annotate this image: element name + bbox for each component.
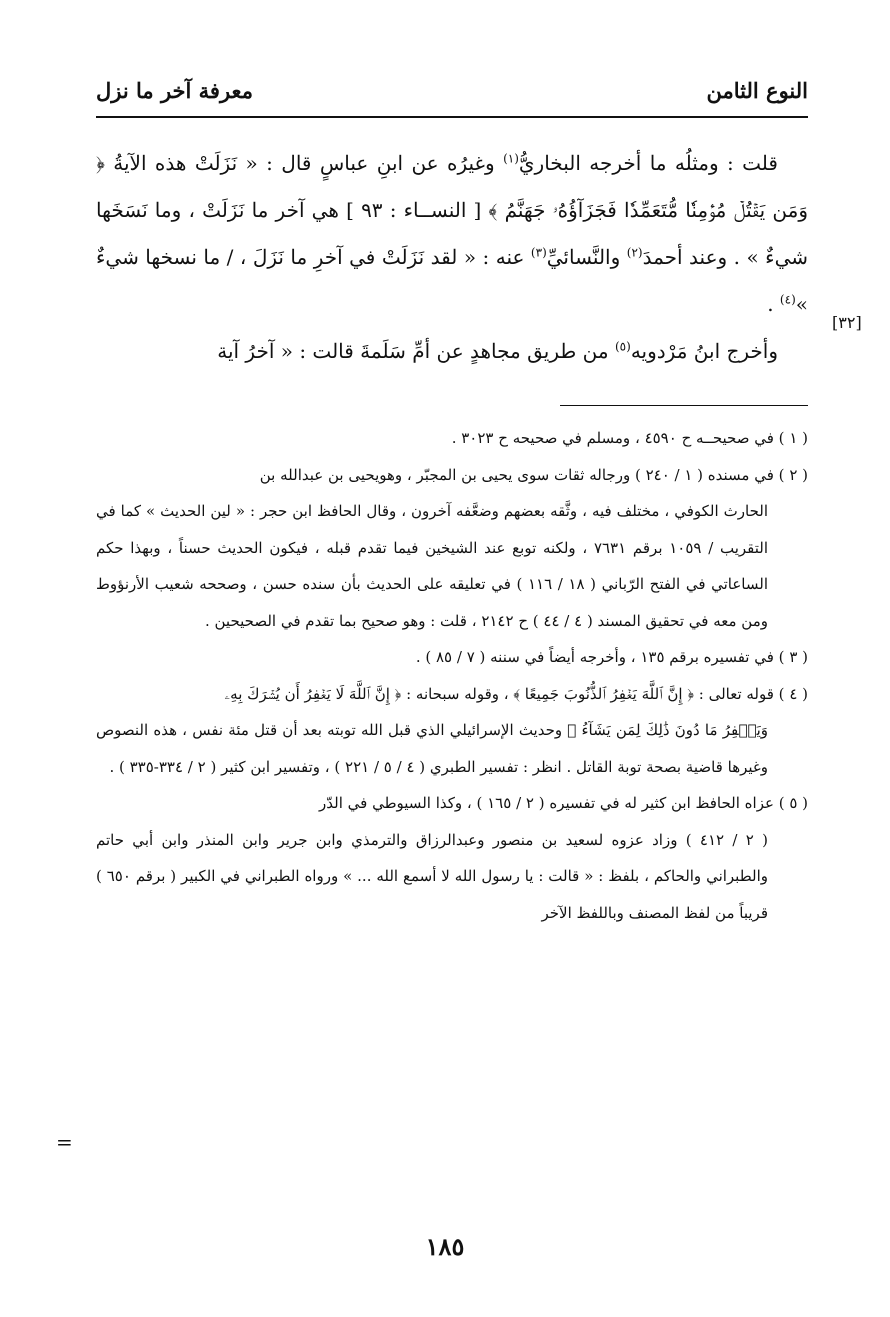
continuation-mark: = (56, 1130, 73, 1154)
footnote-ref-3: (٣) (530, 245, 547, 260)
chapter-title: النوع الثامن (706, 78, 808, 103)
footnotes (96, 420, 808, 931)
paragraph-1: قلت : ومثلُه ما أخرجه البخاريُّ$^{(١)}$ وغيرُه عن ابنِ عباسٍ قال : « نَزَلَتْ هذه الآيةُ ﴿ وَمَن يَقۡتُلۡ مُؤۡمِنٗا مُّتَعَمِّدٗا فَجَزَآؤُهُۥ جَهَنَّمُ ﴾ [ النســاء : ٩٣ ] هي آخر ما نَزَلَتْ ، وما نَسَخَها شيءٌ » . وعند أحمدَ$^{(٢)}$ والنَّسائيِّ$^{(٣)}$ عنه : « لقد نَزَلَتْ في آخرِ ما نَزَلَ ، / ما نسخها شيءٌ »$^{(٤)}$ . (96, 151, 809, 316)
footnote-ref-2: (٢) (626, 245, 643, 260)
quran-verse: ﴿ وَمَن يَقۡتُلۡ مُؤۡمِنٗا مُّتَعَمِّدٗا فَجَزَآؤُهُۥ جَهَنَّمُ ﴾ (96, 151, 809, 222)
footnote-5: ( ٥ ) عزاه الحافظ ابن كثير له في تفسيره ( ٢ / ١٦٥ ) ، وكذا السيوطي في الدّر ( ٢ / ٤١٢ ) وزاد عزوه لسعيد بن منصور وعبدالرزاق والترمذي وابن جرير وابن المنذر وابن أبي حاتم والطبراني والحاكم ، بلفظ : « قالت : يا رسول الله لا أسمع الله ... » ورواه الطبراني في الكبير ( برقم ٦٥٠ ) قريباً من لفظ المصنف وباللفظ الآخر (96, 794, 808, 922)
footnote-ref-1: (١) (503, 151, 519, 166)
footnote-separator (560, 405, 808, 406)
running-header (96, 74, 808, 114)
header-rule (96, 116, 808, 118)
section-title: معرفة آخر ما نزل (96, 78, 253, 103)
page-number: ١٨٥ (425, 1232, 465, 1261)
footnote-3: ( ٣ ) في تفسيره برقم ١٣٥ ، وأخرجه أيضاً في سننه ( ٧ / ٨٥ ) . (415, 648, 808, 666)
main-text (96, 140, 808, 375)
footnote-1: ( ١ ) في صحيحــه ح ٤٥٩٠ ، ومسلم في صحيحه ح ٣٠٢٣ . (451, 429, 808, 447)
footnote-ref-5: (٥) (614, 339, 631, 354)
footnote-4: ( ٤ ) قوله تعالى : ﴿ إِنَّ ٱللَّهَ يَغۡفِرُ ٱلذُّنُوبَ جَمِيعًا ﴾ ، وقوله سبحانه : ﴿ إِنَّ ٱللَّهَ لَا يَغۡفِرُ أَن يُشۡرَكَ بِهِۦ وَيَغۡفِرُ مَا دُونَ ذَٰلِكَ لِمَن يَشَآءُ ﴾ وحديث الإسرائيلي الذي قبل الله توبته بعد أن قتل مئة نفس ، هذه النصوص وغيرها قاضية بصحة توبة القاتل . انظر : تفسير الطبري ( ٤ / ٥ / ٢٢١ ) ، وتفسير ابن كثير ( ٢ / ٣٣٤-٣٣٥ ) . (96, 684, 808, 776)
footnote-ref-4: (٤) (779, 292, 796, 307)
marginal-page-ref: [٣٢] (832, 313, 862, 332)
footnote-2: ( ٢ ) في مسنده ( ١ / ٢٤٠ ) ورجاله ثقات سوى يحيى بن المجبّر ، وهويحيى بن عبدالله بن الحارث الكوفي ، مختلف فيه ، وثَّقه بعضهم وضعَّفه آخرون ، وقال الحافظ ابن حجر : « لين الحديث » كما في التقريب / ١٠٥٩ برقم ٧٦٣١ ، ولكنه توبع عند الشيخين فيما تقدم قبله ، فيكون الحديث حسناً ، وبهذا حكم الساعاتي في الفتح الرّباني ( ١٨ / ١١٦ ) في تعليقه على الحديث بأن سنده حسن ، وصححه شعيب الأرنؤوط ومن معه في تحقيق المسند ( ٤ / ٤٤ ) ح ٢١٤٢ ، قلت : وهو صحيح بما تقدم في الصحيحين . (96, 465, 808, 630)
paragraph-2: وأخرج ابنُ مَرْدويه$^{(٥)}$ من طريق مجاهدٍ عن أمِّ سَلَمةَ قالت : « آخرُ آية (217, 339, 778, 363)
